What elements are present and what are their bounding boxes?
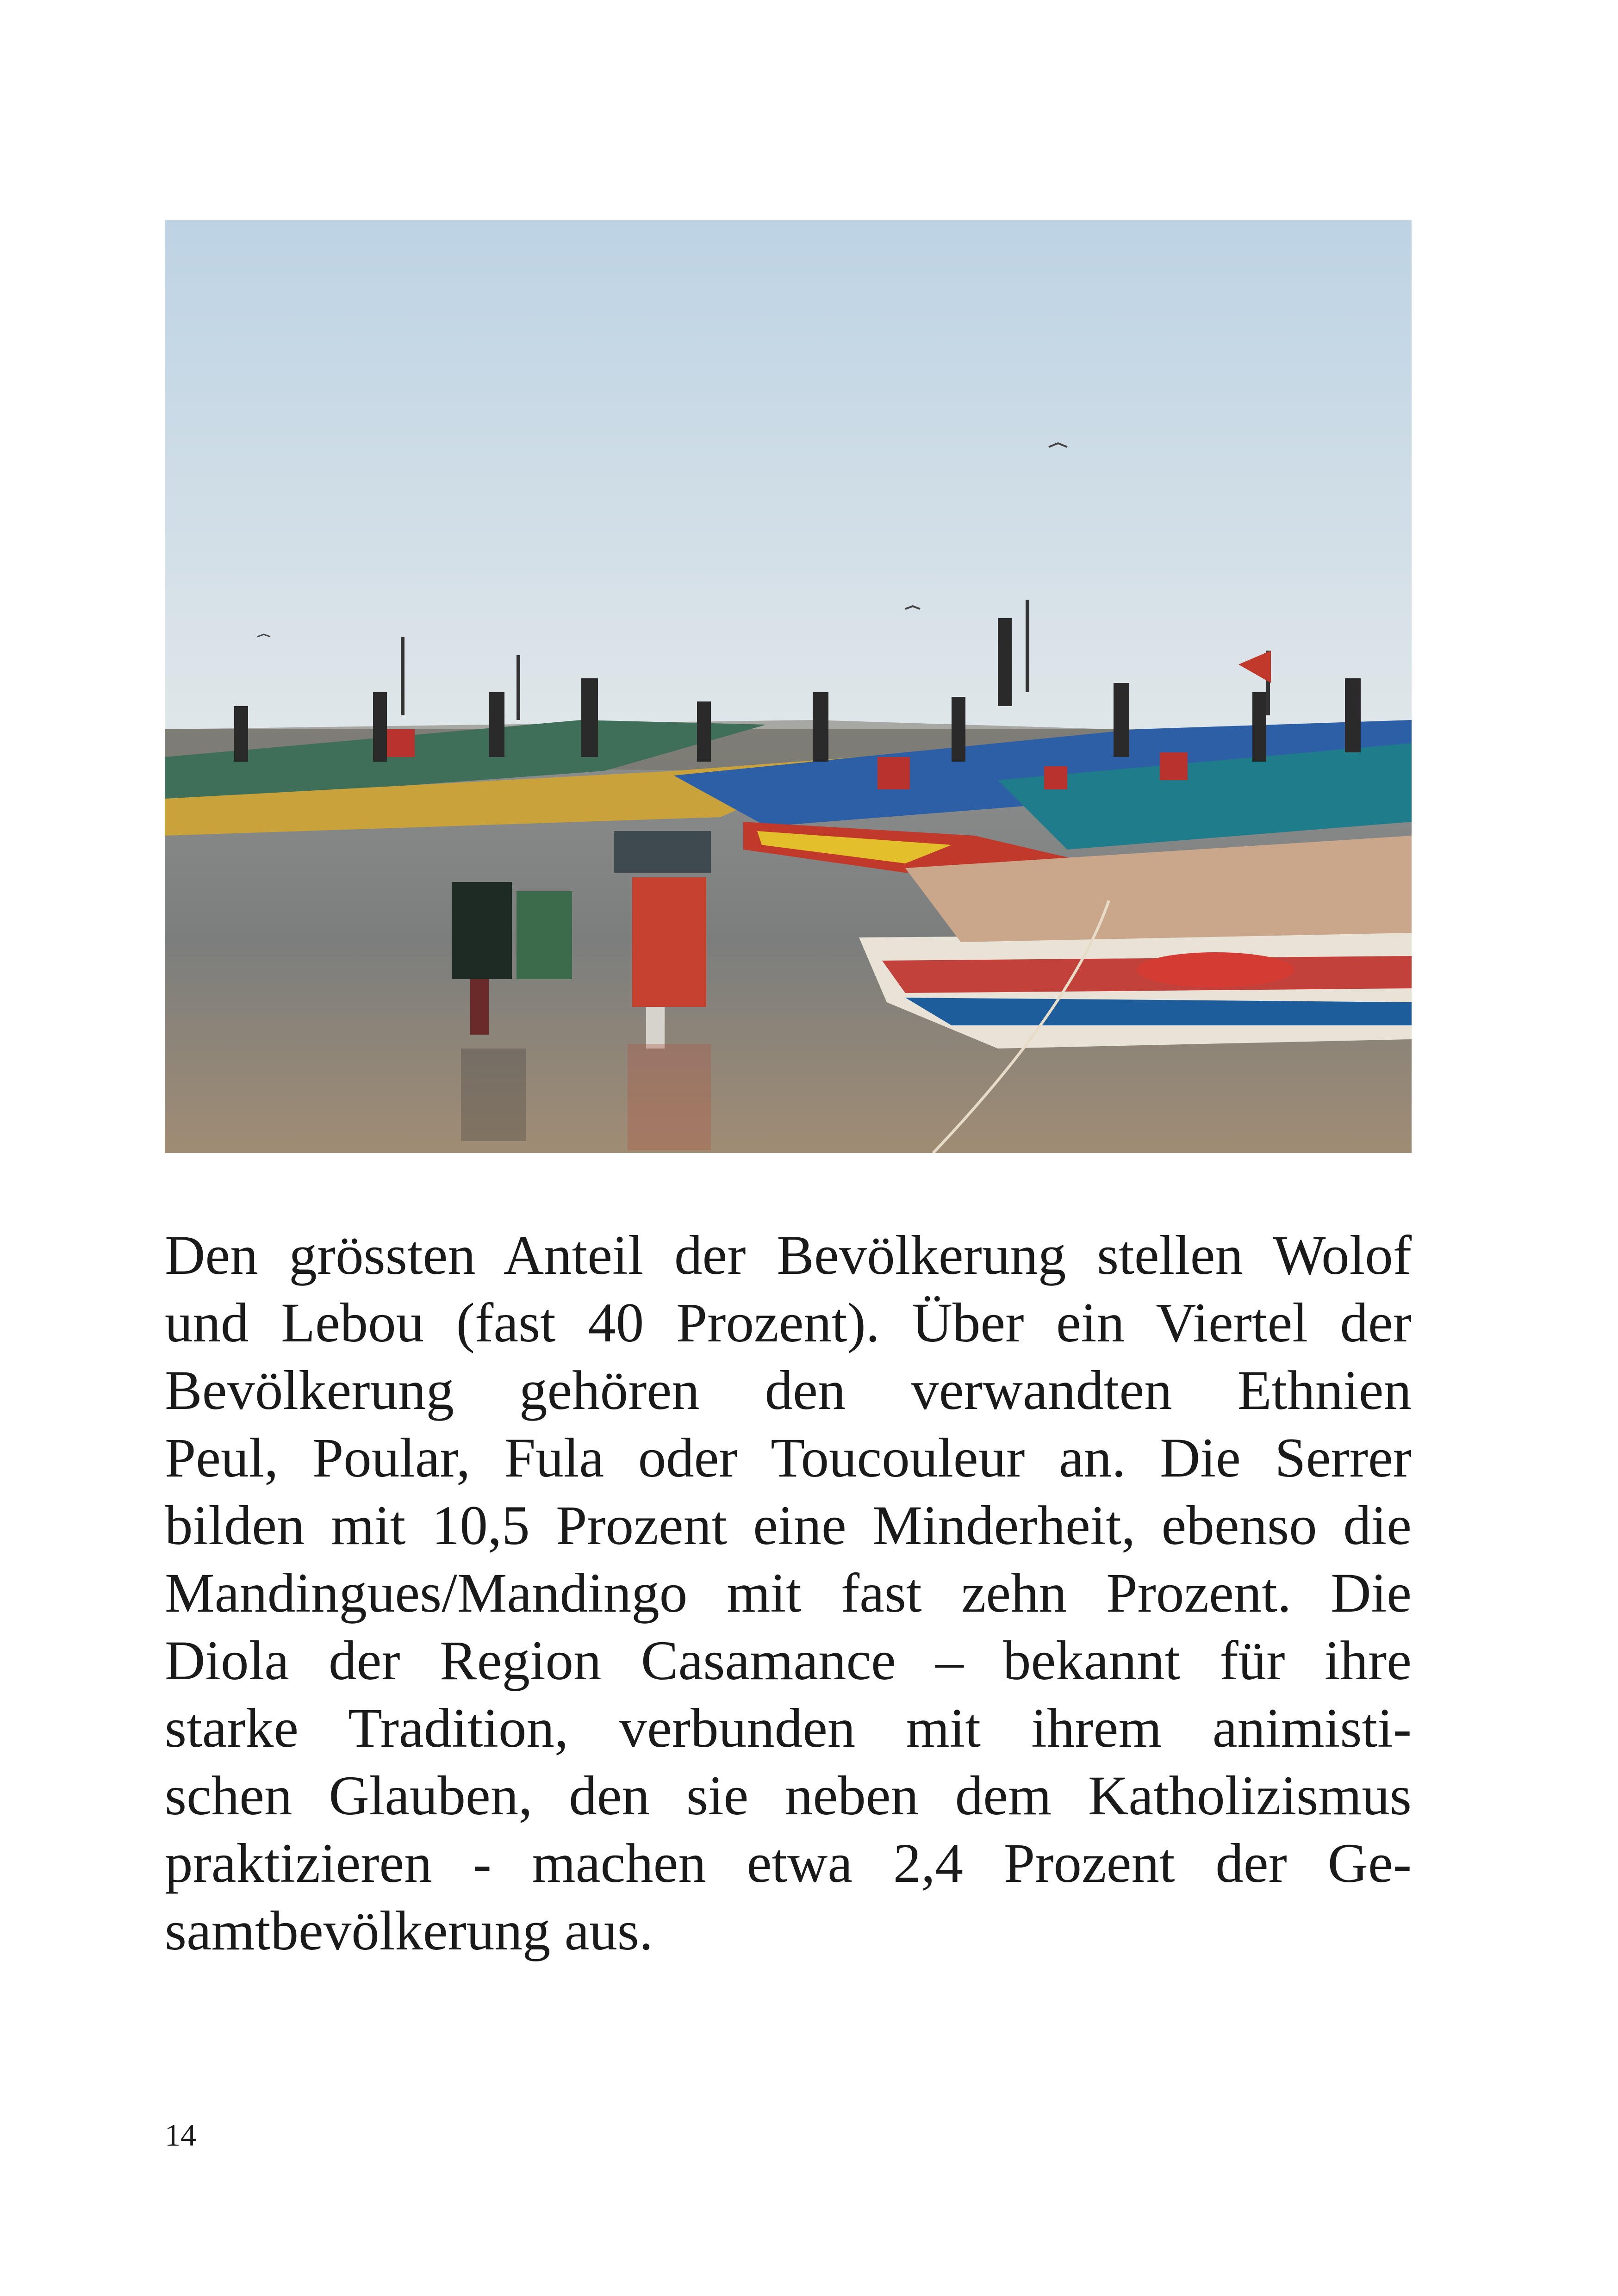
text-line: schen Glauben, den sie neben dem Katholizismus <box>165 1765 1412 1827</box>
text-line: starke Tradition, verbunden mit ihrem animisti- <box>165 1697 1412 1759</box>
photo-illustration <box>165 220 1412 1153</box>
text-line: Diola der Region Casamance – bekannt für ihre <box>165 1630 1412 1692</box>
beach-fishing-boats-photo <box>165 220 1412 1153</box>
text-line: Den grössten Anteil der Bevölkerung stellen Wolof <box>165 1224 1412 1286</box>
text-line: und Lebou (fast 40 Prozent). Über ein Viertel der <box>165 1292 1412 1354</box>
text-line: Bevölkerung gehören den verwandten Ethnien <box>165 1359 1412 1421</box>
text-line: samtbevölkerung aus. <box>165 1900 653 1962</box>
text-line: bilden mit 10,5 Prozent eine Minderheit, ebenso die <box>165 1495 1412 1557</box>
text-line: Mandingues/Mandingo mit fast zehn Prozent. Die <box>165 1562 1412 1624</box>
text-line: praktizieren - machen etwa 2,4 Prozent der Ge- <box>165 1832 1412 1894</box>
body-paragraph <box>165 1222 1412 1965</box>
page-number: 14 <box>165 2117 196 2153</box>
text-line: Peul, Poular, Fula oder Toucouleur an. Die Serrer <box>165 1427 1412 1489</box>
